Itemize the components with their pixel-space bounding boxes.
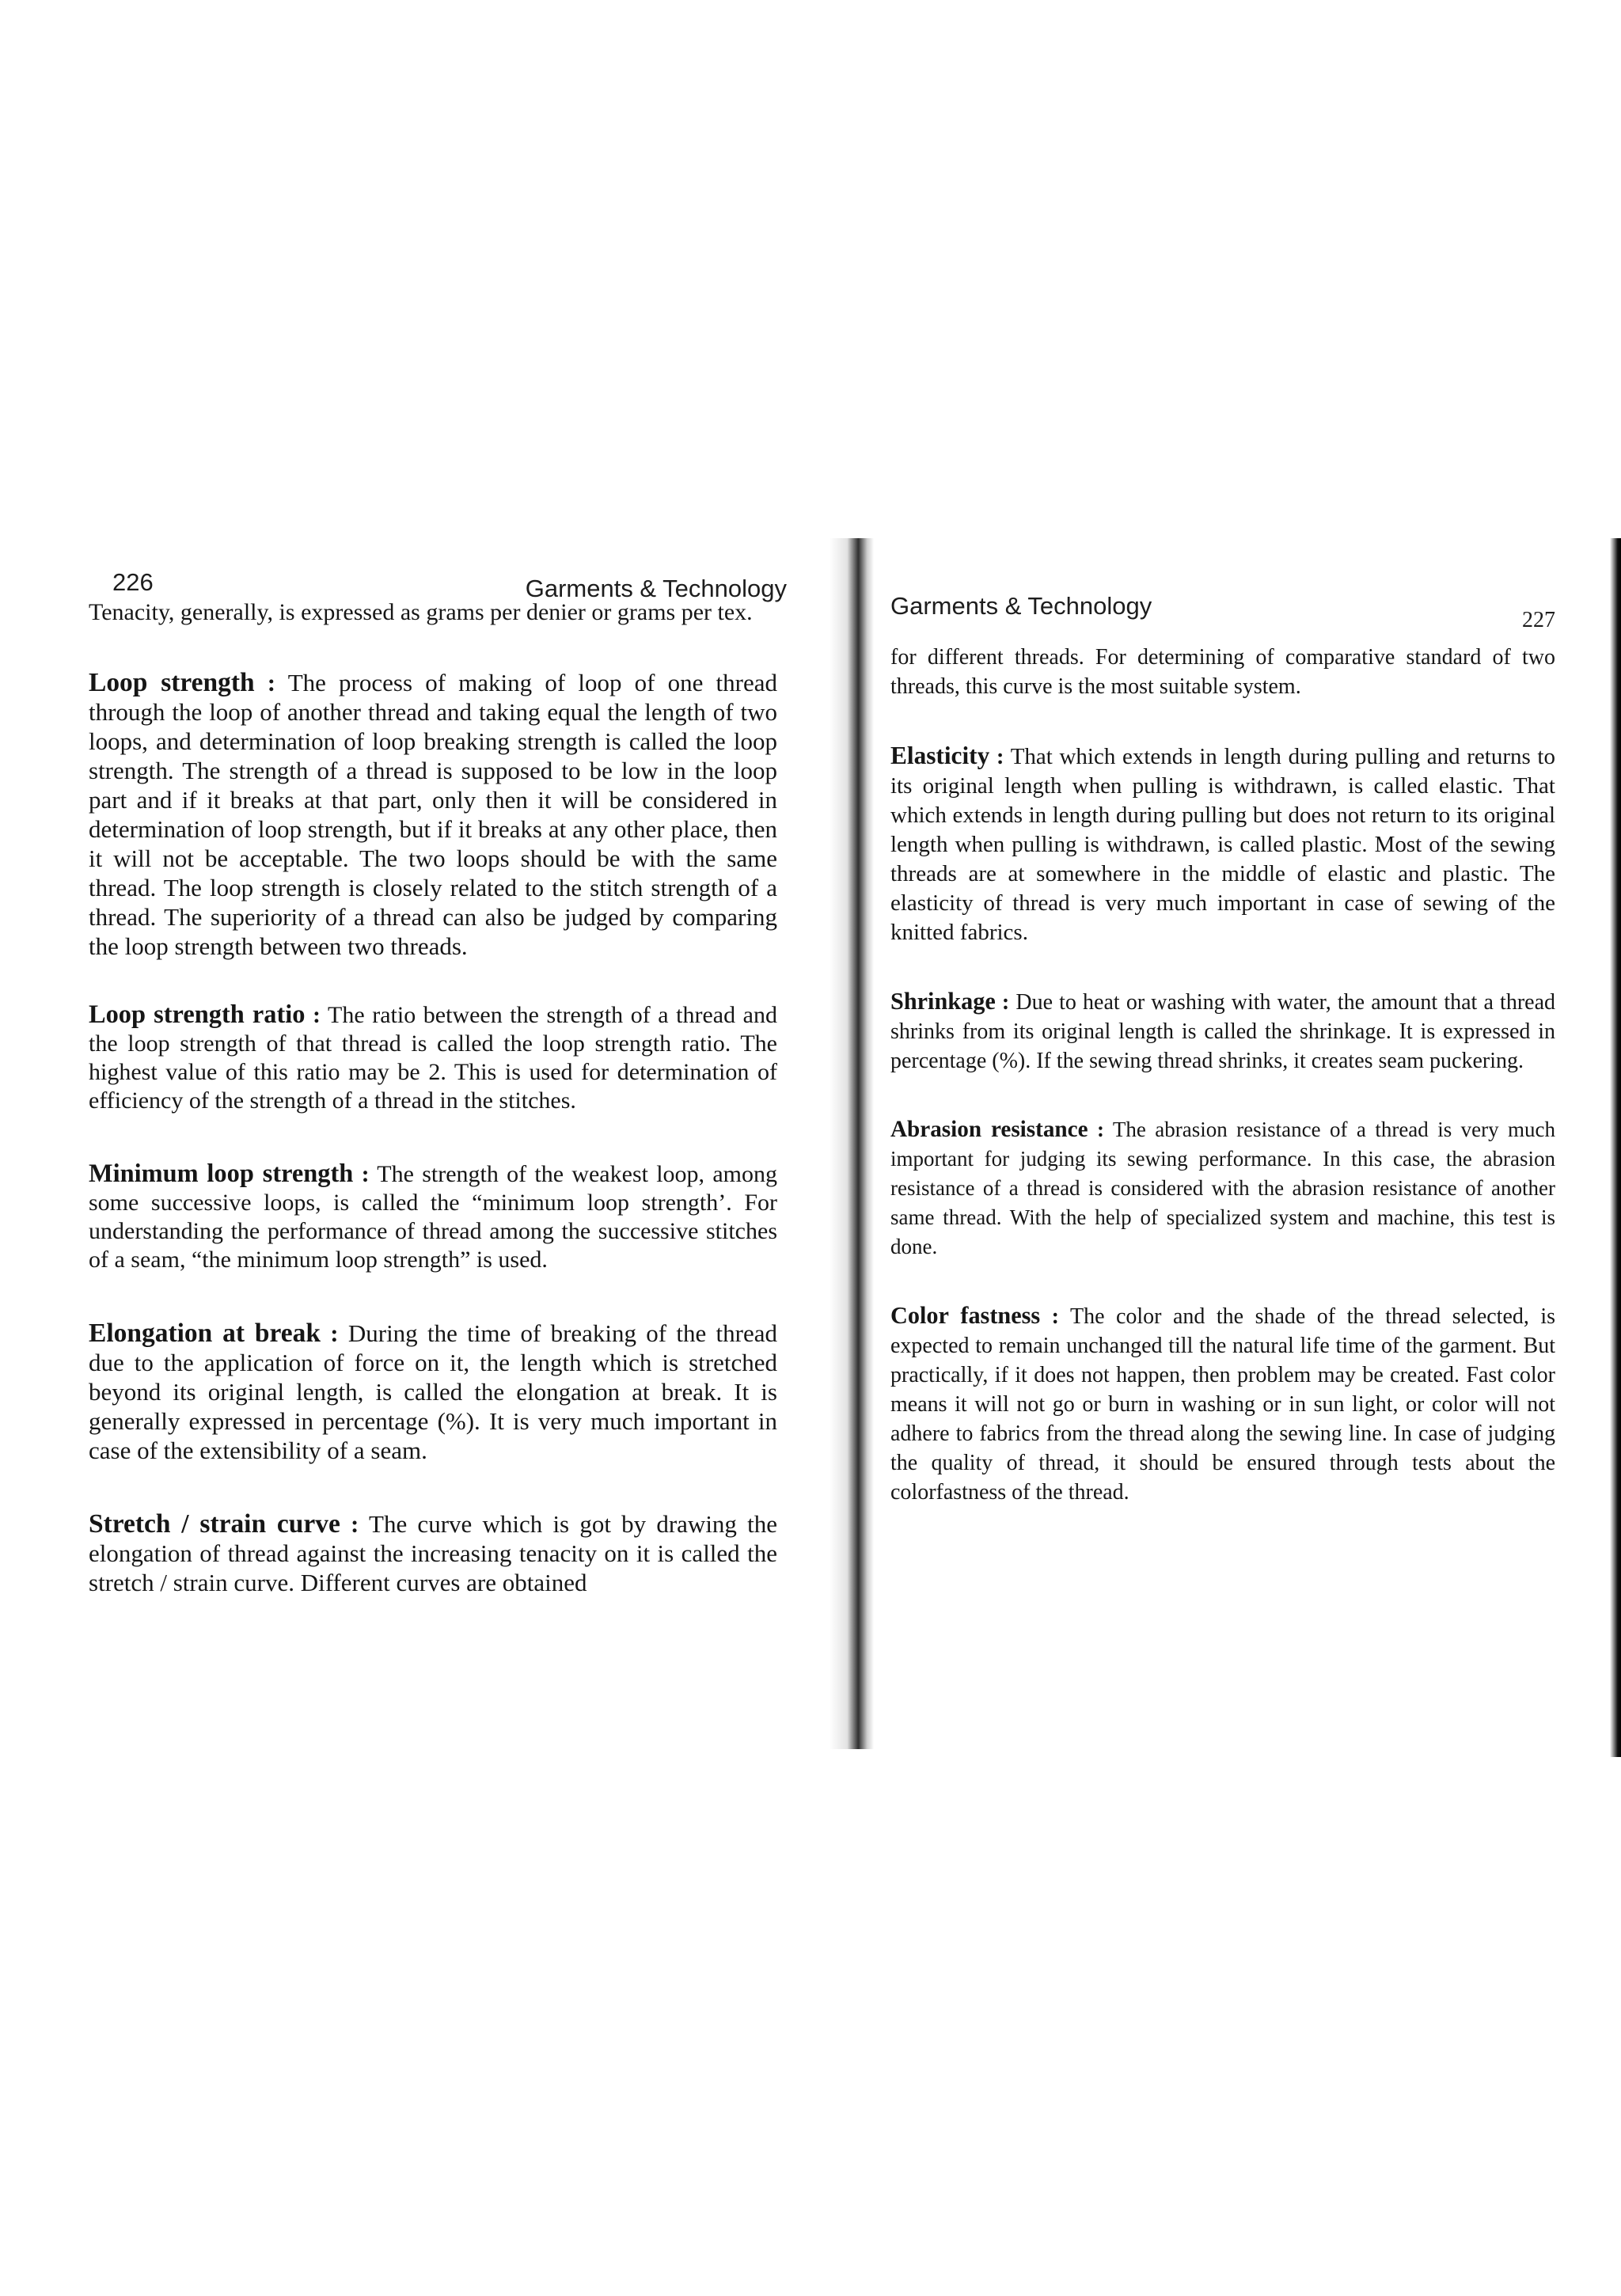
paragraph-loop-strength-ratio (89, 1000, 777, 1115)
term-separator: : (1051, 1304, 1059, 1329)
definition-elasticity: That which extends in length during pulling and returns to its original length when pulling is withdrawn, is called elastic. That which extends in length during pulling but does not return to its original length when pulling is withdrawn, is called plastic. Most of the sewing threads are at somewhere in the middle of elastic and plastic. The elasticity of thread is very much important in case of sewing of the knitted fabrics. (890, 744, 1555, 945)
term-stretch-strain-curve: Stretch / strain curve (89, 1509, 340, 1539)
paragraph-stretch-strain-curve (89, 1509, 777, 1597)
paragraph-elasticity (890, 741, 1555, 947)
left-page (89, 554, 787, 1597)
term-loop-strength: Loop strength (89, 668, 255, 697)
term-separator: : (1096, 1118, 1104, 1141)
paragraph-loop-strength (89, 668, 777, 961)
definition-elongation-at-break: During the time of breaking of the thread due to the application of force on it, the length which is stretched beyond its original length, is called the elongation at break. It is generally expressed in percentage (%). It is very much important in case of the extensibility of a seam. (89, 1319, 777, 1464)
left-running-head: Garments & Technology (525, 575, 787, 602)
right-page (890, 554, 1555, 1507)
paragraph-elongation-at-break (89, 1319, 777, 1465)
definition-stretch-strain-curve: The curve which is got by drawing the elongation of thread against the increasing tenacity on it is called the stretch / strain curve. Different curves are obtained (89, 1510, 778, 1596)
page-edge-shadow (1610, 538, 1621, 1757)
term-shrinkage: Shrinkage (890, 988, 996, 1015)
definition-loop-strength: The process of making of loop of one thread through the loop of another thread and taking equal the length of two loops, and determination of loop breaking strength is called the loop strength. The strength of a thread is supposed to be low in the loop part and if it breaks at that part, only then it will be considered in determination of loop strength, but if it breaks at any other place, then it will not be acceptable. The two loops should be with the same thread. The loop strength is closely related to the stitch strength of a thread. The superiority of a thread can also be judged by comparing the loop strength between two threads. (89, 669, 777, 960)
term-abrasion-resistance: Abrasion resistance (890, 1117, 1088, 1142)
term-loop-strength-ratio: Loop strength ratio (89, 1000, 306, 1029)
right-page-number: 227 (1522, 608, 1555, 632)
left-page-number: 226 (112, 568, 154, 596)
paragraph-color-fastness (890, 1301, 1555, 1507)
definition-color-fastness: The color and the shade of the thread selected, is expected to remain unchanged till the natural life time of the garment. But practically, if it does not happen, then problem may be created. Fast color means it will not go or burn in washing or in sun light, or color will not adhere to fabrics from the thread along the sewing line. In case of judging the quality of thread, it should be ensured through tests about the colorfastness of the thread. (890, 1304, 1556, 1505)
term-separator: : (351, 1510, 359, 1538)
definition-loop-strength-ratio: The ratio between the strength of a thread and the loop strength of that thread is called the loop strength ratio. The highest value of this ratio may be 2. This is used for determination of efficiency of the strength of a thread in the stitches. (89, 1002, 777, 1114)
term-separator: : (996, 744, 1004, 769)
paragraph-minimum-loop-strength (89, 1159, 777, 1274)
paragraph-abrasion-resistance (890, 1115, 1555, 1262)
left-page-header (89, 554, 787, 602)
right-page-header (890, 554, 1555, 643)
term-elasticity: Elasticity (890, 742, 990, 769)
book-gutter-shadow (829, 538, 874, 1749)
definition-shrinkage: Due to heat or washing with water, the amount that a thread shrinks from its original length is called the shrinkage. It is expressed in percentage (%). If the sewing thread shrinks, it creates seam puckering. (890, 990, 1555, 1073)
term-separator: : (361, 1161, 370, 1187)
term-separator: : (1001, 990, 1010, 1015)
definition-abrasion-resistance: The abrasion resistance of a thread is very much important for judging its sewing performance. In this case, the abrasion resistance of a thread is considered with the abrasion resistance of another same thread. With the help of specialized system and machine, this test is done. (890, 1118, 1556, 1258)
left-lead-paragraph: Tenacity, generally, is expressed as grams per denier or grams per tex. (89, 599, 753, 625)
definition-minimum-loop-strength: The strength of the weakest loop, among some successive loops, is called the “minimum loop strength’. For understanding the performance of thread among the successive stitches of a seam, “the minimum loop strength” is used. (89, 1161, 777, 1273)
term-separator: : (267, 669, 276, 696)
term-elongation-at-break: Elongation at break (89, 1319, 321, 1348)
right-running-head: Garments & Technology (890, 592, 1152, 620)
right-lead-paragraph: for different threads. For determining of comparative standard of two threads, this curve is the most suitable system. (890, 645, 1555, 699)
term-separator: : (313, 1002, 321, 1028)
term-minimum-loop-strength: Minimum loop strength (89, 1159, 354, 1188)
term-separator: : (330, 1319, 339, 1347)
term-color-fastness: Color fastness (890, 1302, 1041, 1329)
paragraph-shrinkage (890, 987, 1555, 1076)
